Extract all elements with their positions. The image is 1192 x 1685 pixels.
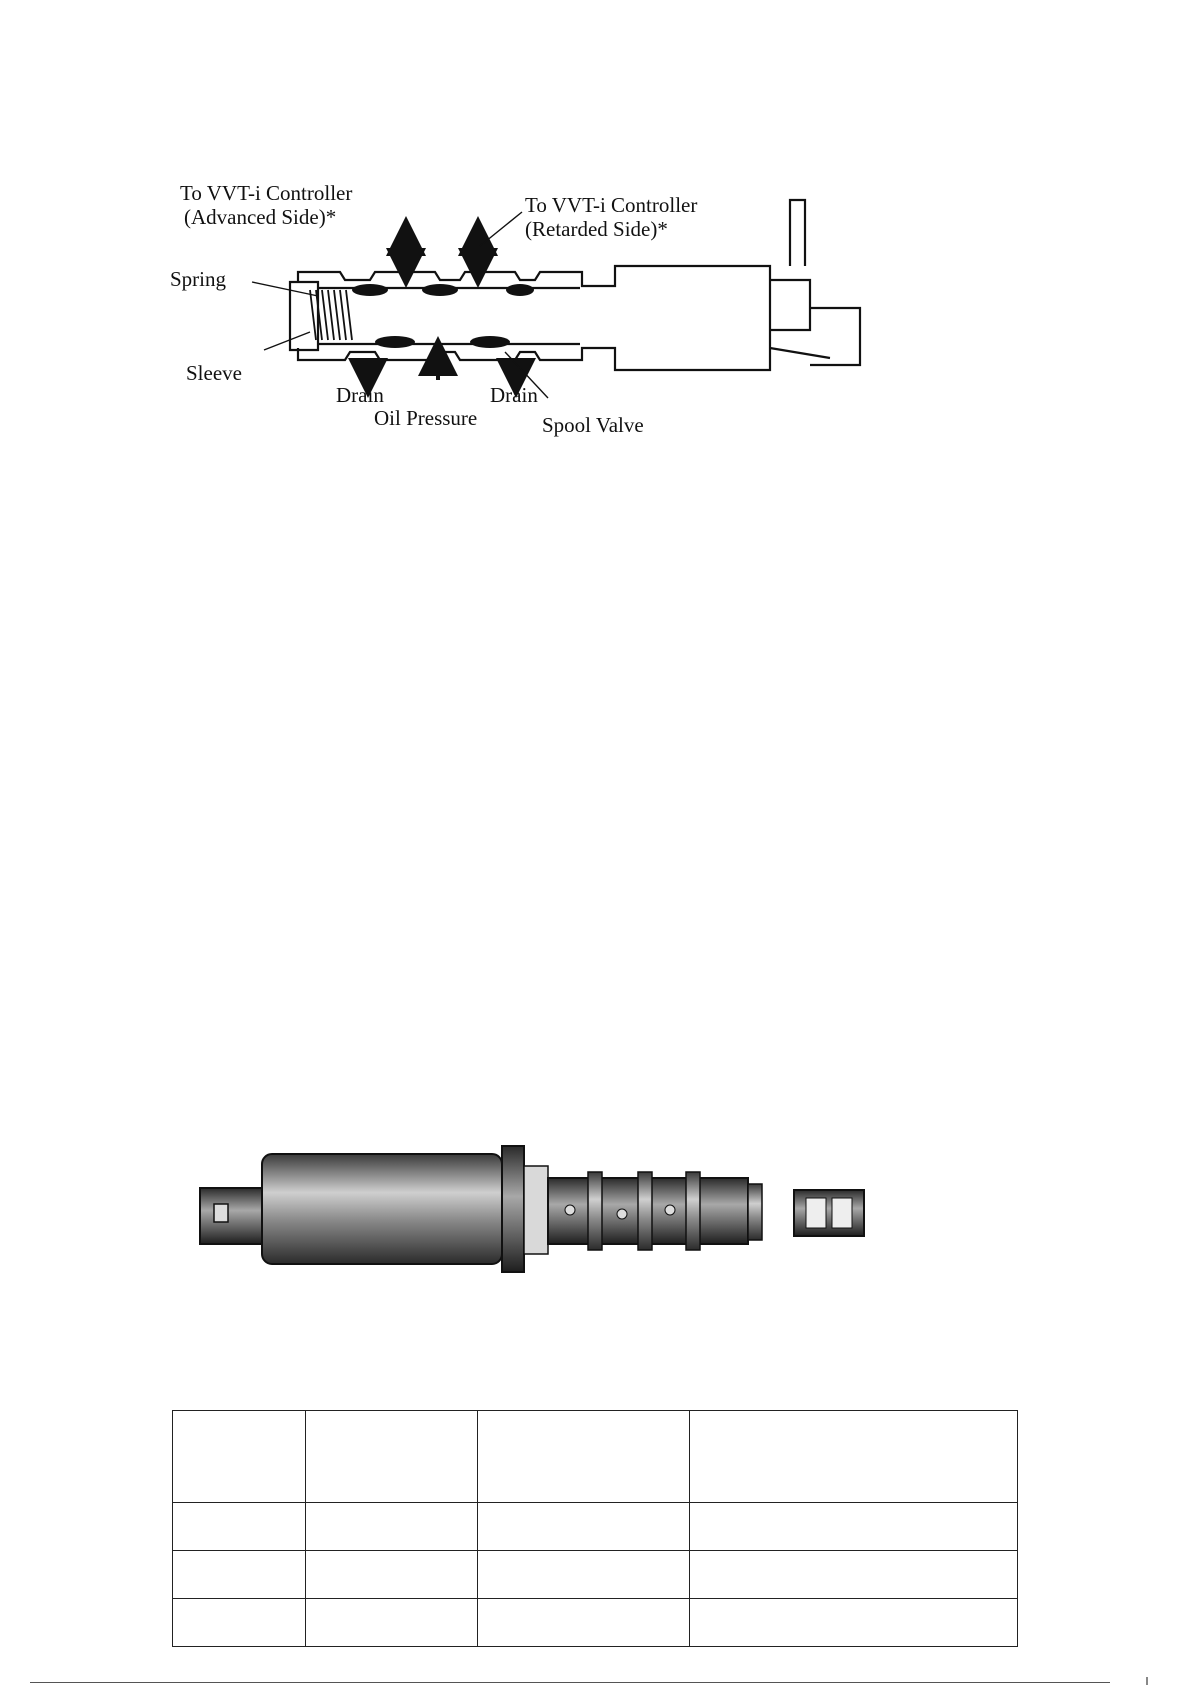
label-spool-valve: Spool Valve [542, 413, 644, 437]
label-spring: Spring [170, 267, 227, 291]
spec-table [172, 1410, 1018, 1647]
label-to-advanced-1: To VVT-i Controller [180, 181, 353, 205]
spool-sleeve [548, 1172, 762, 1250]
label-oil-pressure: Oil Pressure [374, 406, 478, 430]
table-cell [477, 1411, 690, 1503]
connector-tab [200, 1188, 262, 1244]
ocv-cross-section-diagram [170, 180, 1030, 450]
table-row [173, 1551, 1018, 1599]
hex-nut [502, 1146, 524, 1272]
footer-mark [1146, 1677, 1148, 1685]
label-to-advanced-2: (Advanced Side)* [184, 205, 337, 229]
gasket [524, 1166, 548, 1254]
table-cell [305, 1503, 477, 1551]
table-cell [173, 1411, 306, 1503]
table-row [173, 1411, 1018, 1503]
table-cell [305, 1551, 477, 1599]
table-cell [305, 1411, 477, 1503]
table-cell [173, 1599, 306, 1647]
ocv-photo-svg [192, 1140, 932, 1280]
table-cell [477, 1599, 690, 1647]
label-sleeve: Sleeve [186, 361, 242, 385]
leader-lines [252, 212, 548, 398]
table-cell [477, 1551, 690, 1599]
spring-coils [310, 290, 352, 340]
diagram-svg [170, 180, 1030, 450]
table-cell [690, 1599, 1018, 1647]
table-cell [173, 1551, 306, 1599]
table-row [173, 1503, 1018, 1551]
table-row [173, 1599, 1018, 1647]
label-to-retarded-1: To VVT-i Controller [525, 193, 698, 217]
ocv-product-image [192, 1140, 932, 1280]
filter-cap [794, 1190, 864, 1236]
table-cell [173, 1503, 306, 1551]
spool-lands [352, 284, 534, 348]
label-to-retarded-2: (Retarded Side)* [525, 217, 668, 241]
table-cell [690, 1411, 1018, 1503]
table-cell [690, 1551, 1018, 1599]
table-cell [305, 1599, 477, 1647]
label-drain-left: Drain [336, 383, 384, 407]
flow-arrows [368, 236, 516, 380]
table-cell [690, 1503, 1018, 1551]
table-cell [477, 1503, 690, 1551]
solenoid-body [262, 1154, 502, 1264]
footer-divider [30, 1682, 1110, 1683]
label-drain-right: Drain [490, 383, 538, 407]
